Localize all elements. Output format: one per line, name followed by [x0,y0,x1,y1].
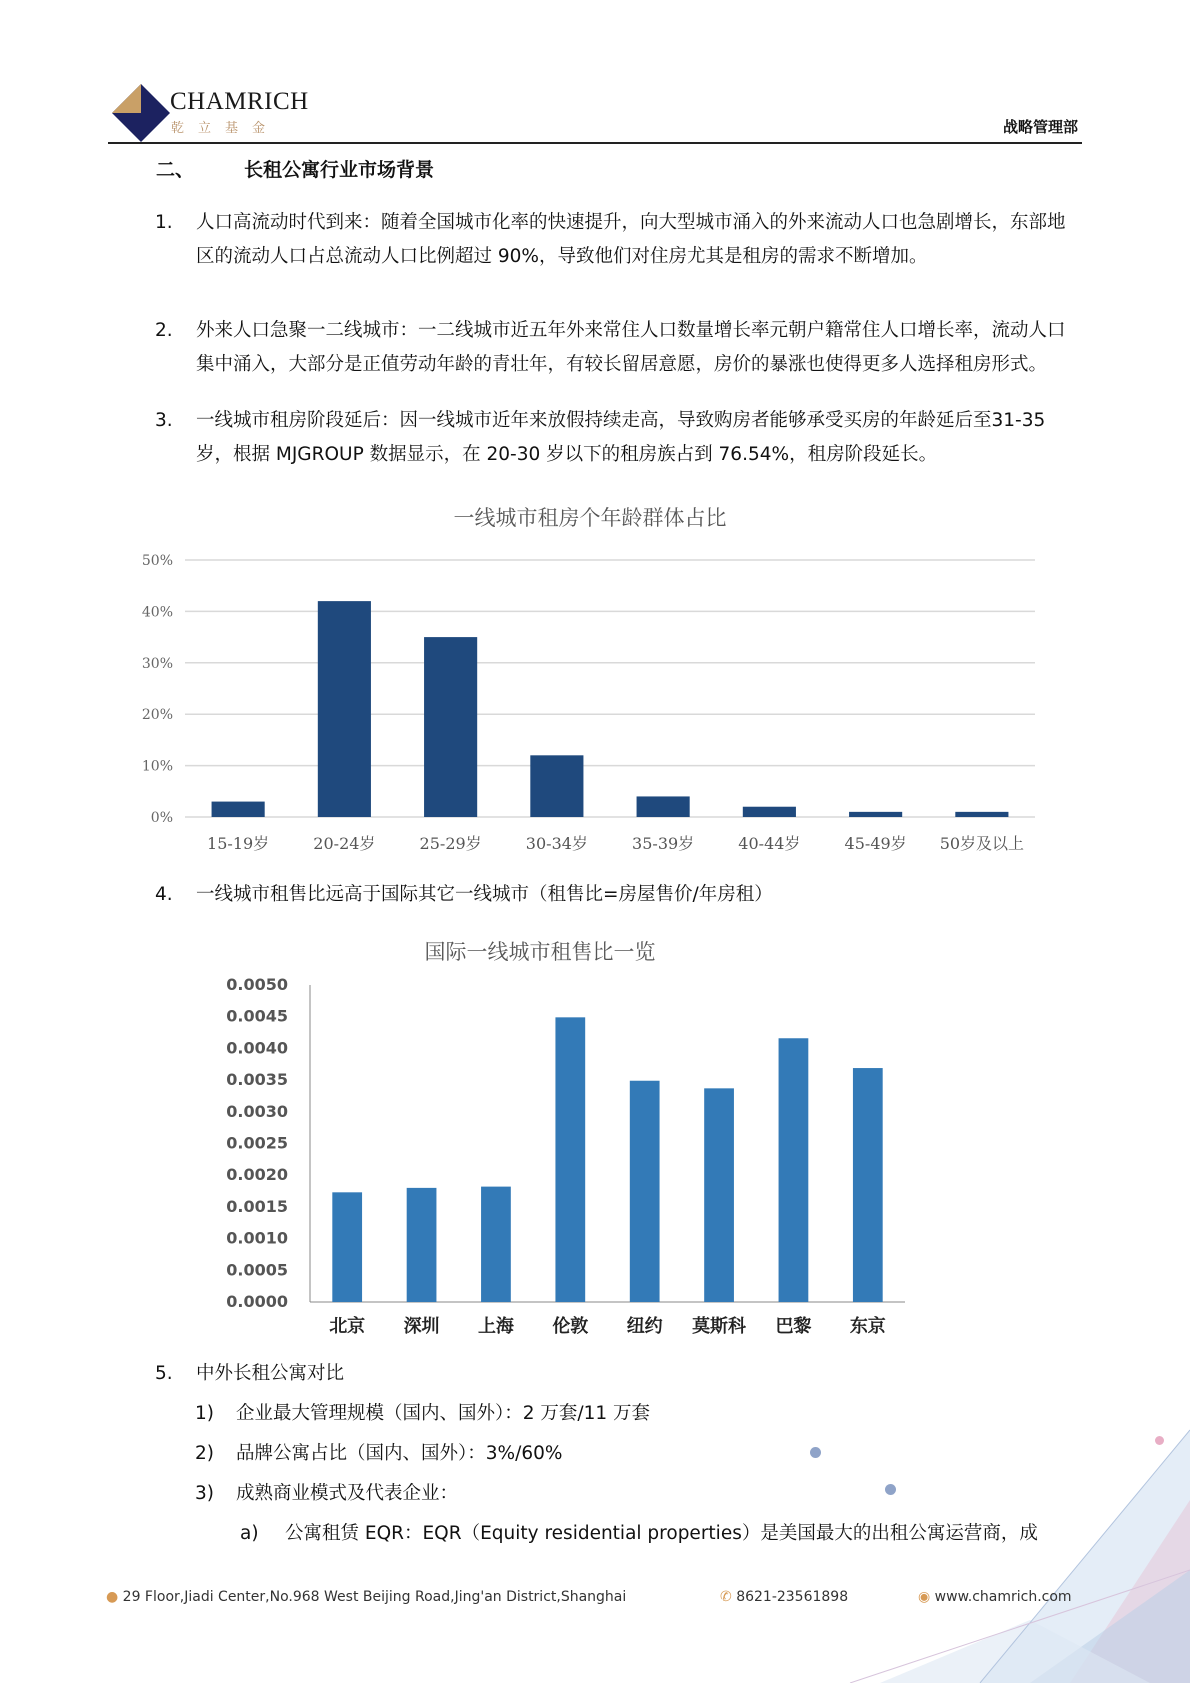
bar [849,812,902,817]
y-tick-label: 0.0040 [226,1038,288,1058]
x-tick-label: 45-49岁 [844,834,907,853]
x-tick-label: 伦敦 [552,1316,589,1337]
chart2-title: 国际一线城市租售比一览 [424,940,656,964]
bar [955,812,1008,817]
y-tick-label: 40% [141,604,173,621]
x-tick-label: 35-39岁 [632,834,695,853]
bar [212,802,265,817]
bar [704,1088,734,1302]
bar [407,1188,437,1302]
x-tick-label: 莫斯科 [692,1316,747,1337]
x-tick-label: 20-24岁 [313,834,376,853]
bar [555,1017,585,1302]
x-tick-label: 50岁及以上 [939,834,1025,853]
department-label: 战略管理部 [1002,118,1078,136]
x-tick-label: 上海 [477,1316,514,1337]
decor-dot [810,1447,821,1458]
bar [481,1187,511,1302]
bar [332,1192,362,1302]
chart1-title: 一线城市租房个年龄群体占比 [453,506,727,530]
y-tick-label: 50% [141,553,173,569]
x-tick-label: 40-44岁 [738,834,801,853]
logo-mark [110,82,172,144]
decor-dot [1155,1436,1164,1445]
y-tick-label: 0.0000 [226,1292,288,1311]
y-tick-label: 10% [141,758,173,775]
y-tick-label: 0.0030 [226,1101,288,1121]
bar [743,807,796,817]
footer-website[interactable]: ◉ www.chamrich.com [918,1589,1072,1605]
y-tick-label: 0.0035 [226,1070,288,1090]
bar [530,755,583,817]
logo-chinese: 乾立基金 [171,121,280,136]
footer-phone: ✆ 8621-23561898 [720,1589,849,1605]
y-tick-label: 0% [150,810,173,826]
header-divider [108,142,1082,144]
y-tick-label: 0.0020 [226,1165,288,1185]
bar [424,637,477,817]
y-tick-label: 0.0005 [226,1260,288,1280]
x-tick-label: 15-19岁 [207,834,270,853]
phone-icon: ✆ [720,1589,732,1605]
x-tick-label: 纽约 [626,1316,663,1337]
y-tick-label: 0.0010 [226,1228,288,1248]
x-tick-label: 东京 [849,1316,886,1337]
section-heading: 二、 长租公寓行业市场背景 [156,159,435,181]
x-tick-label: 深圳 [403,1316,440,1337]
decorative-triangles [730,1420,1190,1683]
bar [630,1081,660,1302]
bar [318,601,371,817]
decor-dot [885,1484,896,1495]
y-tick-label: 20% [141,707,173,724]
x-tick-label: 北京 [329,1316,366,1337]
y-tick-label: 0.0025 [226,1133,288,1153]
rent-ratio-chart [215,970,915,1340]
x-tick-label: 25-29岁 [419,834,482,853]
y-tick-label: 0.0045 [226,1006,288,1026]
y-tick-label: 30% [141,655,173,672]
bar [853,1068,883,1302]
location-icon: ● [106,1589,119,1605]
y-tick-label: 0.0015 [226,1196,288,1216]
footer-address: ● 29 Floor,Jiadi Center,No.968 West Beijing Road,Jing'an District,Shanghai [106,1589,627,1605]
logo-text: CHAMRICH [170,88,309,115]
y-tick-label: 0.0050 [226,975,288,994]
x-tick-label: 巴黎 [775,1316,812,1337]
age-group-chart [130,545,1050,865]
web-icon: ◉ [918,1589,931,1605]
bar [637,796,690,817]
bar [779,1038,809,1302]
x-tick-label: 30-34岁 [525,834,588,853]
